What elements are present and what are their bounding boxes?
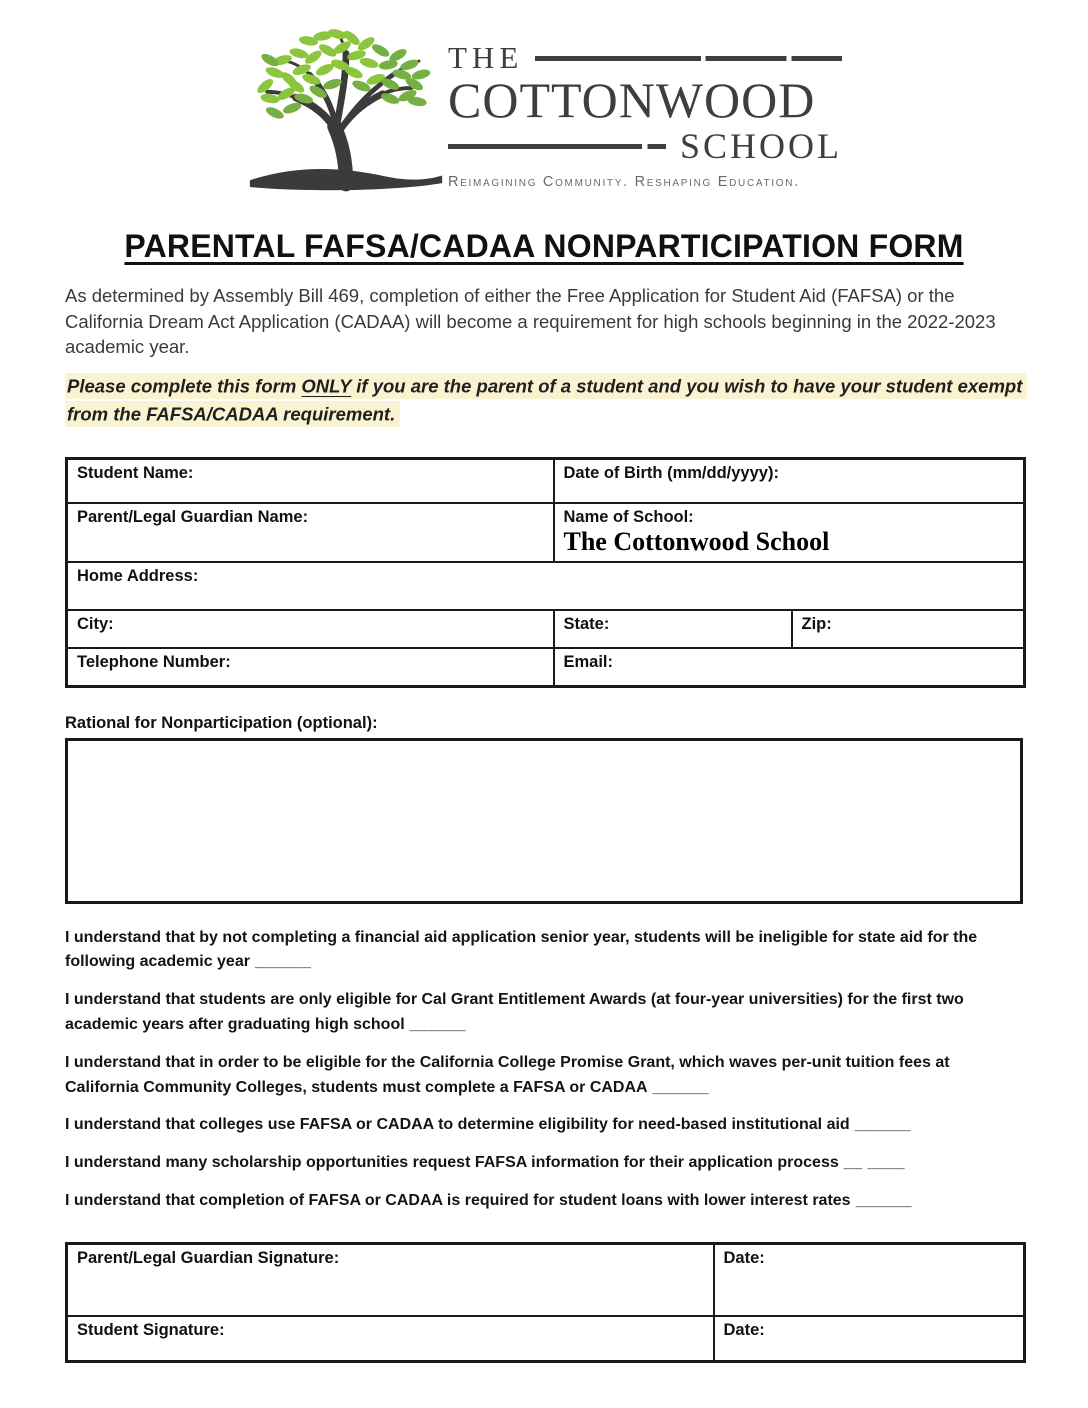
zip-label: Zip:	[801, 615, 832, 634]
statement-6-text: I understand that completion of FAFSA or CADAA is required for student loans with lower interest rates	[65, 1192, 851, 1210]
parent-name-cell	[67, 503, 554, 562]
city-label: City:	[77, 615, 114, 634]
parent-signature-date-cell	[714, 1243, 1025, 1316]
student-name-cell	[67, 458, 554, 503]
statement-4-blank: ______	[854, 1116, 912, 1134]
parent-signature-date-label: Date:	[723, 1248, 765, 1267]
logo-wordmark: COTTONWOOD	[448, 72, 816, 128]
statement-2-blank: ______	[409, 1016, 467, 1034]
statement-1-text: I understand that by not completing a financial aid application senior year, students will be ineligible for state aid for the following academic year	[65, 928, 978, 971]
statement-5	[65, 1151, 1023, 1176]
statement-6	[65, 1189, 1023, 1214]
rationale-label: Rational for Nonparticipation (optional):	[65, 713, 378, 732]
statement-2-text: I understand that students are only eligible for Cal Grant Entitlement Awards (at four-year universities) for the first two academic years after graduating high school	[65, 991, 964, 1034]
statement-3-text: I understand that in order to be eligible for the California College Promise Grant, which waves per-unit tuition fees at California Community Colleges, students must complete a FAFSA or CADAA	[65, 1053, 950, 1096]
home-address-label: Home Address:	[77, 567, 199, 586]
city-cell	[67, 610, 554, 648]
school-logo	[0, 0, 1088, 200]
state-cell	[554, 610, 792, 648]
date-of-birth-label: Date of Birth (mm/dd/yyyy):	[563, 463, 779, 482]
statement-4-text: I understand that colleges use FAFSA or CADAA to determine eligibility for need-based institutional aid	[65, 1116, 850, 1134]
student-info-table	[65, 457, 1026, 688]
student-name-label: Student Name:	[77, 463, 194, 482]
student-signature-label: Student Signature:	[77, 1321, 225, 1340]
school-name-cell	[554, 503, 1025, 562]
parent-signature-label: Parent/Legal Guardian Signature:	[77, 1248, 340, 1267]
logo-the: THE	[448, 40, 524, 75]
logo-divider-top	[535, 56, 842, 61]
student-signature-cell	[67, 1316, 714, 1361]
statement-list	[65, 926, 1023, 1214]
rationale-textbox	[65, 738, 1023, 904]
tree-icon	[246, 24, 446, 200]
zip-cell	[792, 610, 1025, 648]
notice-only-emphasis: ONLY	[301, 375, 352, 397]
notice-text-pre: Please complete this form	[67, 375, 302, 397]
telephone-cell	[67, 648, 554, 686]
signature-table	[65, 1242, 1026, 1363]
student-signature-date-cell	[714, 1316, 1025, 1361]
parent-name-label: Parent/Legal Guardian Name:	[77, 508, 309, 527]
telephone-label: Telephone Number:	[77, 653, 231, 672]
statement-3	[65, 1051, 1023, 1101]
intro-paragraph: As determined by Assembly Bill 469, completion of either the Free Application for Student Aid (FAFSA) or the California Dream Act Application (CADAA) will become a requirement for high schools beginning in the 2022-2023 academic year.	[65, 285, 996, 358]
parent-signature-cell	[67, 1243, 714, 1316]
email-label: Email:	[563, 653, 614, 672]
email-cell	[554, 648, 1025, 686]
notice-banner	[65, 373, 1023, 429]
logo-divider-bottom	[448, 144, 666, 149]
statement-4	[65, 1113, 1023, 1138]
date-of-birth-cell	[554, 458, 1025, 503]
statement-1-blank: ______	[254, 953, 312, 971]
school-logo-text	[448, 42, 842, 190]
statement-2	[65, 988, 1023, 1038]
statement-3-blank: ______	[652, 1078, 709, 1096]
notice-text-post: if you are the parent of a student and you wish to have your student exempt from the FAFSA/CADAA requirement.	[67, 375, 1023, 425]
student-signature-date-label: Date:	[723, 1321, 765, 1340]
form-title: PARENTAL FAFSA/CADAA NONPARTICIPATION FORM	[124, 228, 964, 264]
logo-school: SCHOOL	[679, 126, 842, 166]
school-name-label: Name of School:	[563, 508, 694, 527]
statement-5-text: I understand many scholarship opportunities request FAFSA information for their application process	[65, 1154, 839, 1172]
school-name-value: The Cottonwood School	[563, 527, 830, 557]
statement-1	[65, 926, 1023, 976]
statement-6-blank: ______	[855, 1192, 912, 1210]
home-address-cell	[67, 562, 1025, 610]
logo-tagline: Reimagining Community. Reshaping Education.	[448, 174, 800, 190]
state-label: State:	[563, 615, 610, 634]
statement-5-blank: __ ____	[843, 1154, 906, 1172]
